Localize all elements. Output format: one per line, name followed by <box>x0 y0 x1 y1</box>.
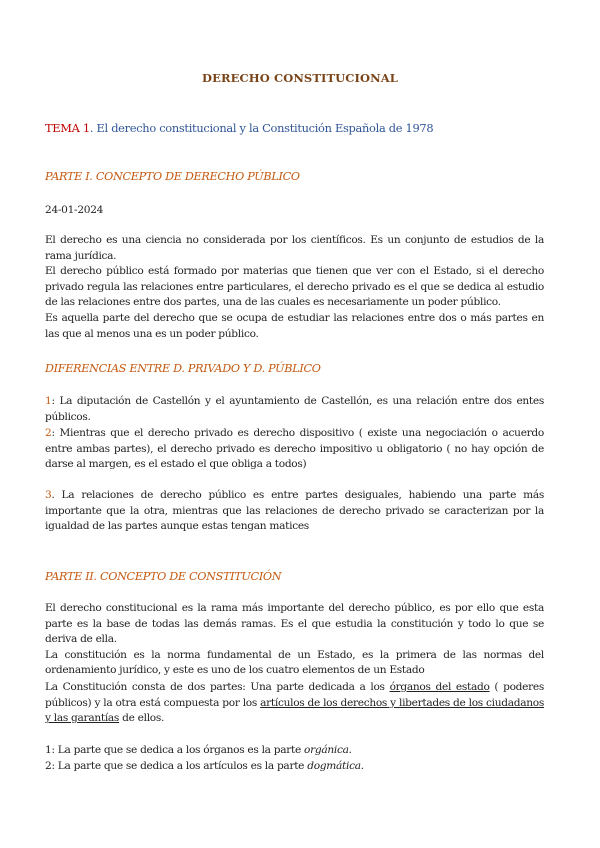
list-text: 1: La parte que se dedica a los órganos es la parte <box>45 744 305 756</box>
item-text: : La diputación de Castellón y el ayuntamiento de Castellón, es una relación entre dos entes públicos. <box>45 395 544 423</box>
list-emphasis: orgánica. <box>304 744 352 756</box>
list-text: 2: La parte que se dedica a los artículos es la parte <box>45 759 308 772</box>
paragraph-text: de ellos. <box>119 712 165 725</box>
parte2-block <box>45 601 544 679</box>
tema-label: TEMA 1 <box>45 121 90 135</box>
tema-text: . El derecho constitucional y la Constitución Española de 1978 <box>89 121 434 135</box>
parte2-paragraph-2: La constitución es la norma fundamental de un Estado, es la primera de las normas del ordenamiento jurídico, y este es uno de los cuatro elementos de un Estado <box>45 648 544 677</box>
intro-block <box>45 233 544 342</box>
list-emphasis: dogmática. <box>307 759 364 772</box>
section-heading-parte1: PARTE I. CONCEPTO DE DERECHO PÚBLICO <box>45 170 300 183</box>
intro-paragraph-1: El derecho es una ciencia no considerada por los científicos. Es un conjunto de estudios de la rama jurídica. <box>45 234 544 262</box>
parte2-paragraph-1: El derecho constitucional es la rama más importante del derecho público, es por ello que esta parte es la base de todas las demás ramas. Es el que estudia la constitución y todo lo que se deriva de ella. <box>45 602 544 646</box>
constitucion-partes-paragraph <box>45 680 544 727</box>
diferencia-item-1 <box>45 394 544 425</box>
paragraph-text: La Constitución consta de dos partes: Una parte dedicada a los <box>45 681 390 693</box>
list-item <box>45 759 544 775</box>
list-item <box>45 743 544 759</box>
item-number: 2 <box>45 427 52 439</box>
paragraph-text: ( poderes públicos) y la otra está compuesta por los <box>45 681 544 709</box>
underlined-articulos: artículos de los derechos y libertades de los ciudadanos y las garantías <box>45 696 545 725</box>
partes-list <box>45 743 544 774</box>
section-heading-diferencias: DIFERENCIAS ENTRE D. PRIVADO Y D. PÚBLICO <box>45 362 321 375</box>
underlined-organos: órganos del estado <box>389 681 490 693</box>
diferencia-item-3 <box>45 488 544 535</box>
intro-paragraph-2: El derecho público está formado por materias que tienen que ver con el Estado, si el derecho privado regula las relaciones entre particulares, el derecho privado es el que se dedica al estudio de las relaciones entre dos partes, una de las cuales es necesariamente un poder público. <box>45 265 544 309</box>
intro-paragraph-3: Es aquella parte del derecho que se ocupa de estudiar las relaciones entre dos o más partes en las que al menos una es un poder público. <box>45 311 544 340</box>
item-text: . La relaciones de derecho público es entre partes desiguales, habiendo una parte más importante que la otra, mientras que las relaciones de derecho privado se caracterizan por la igualdad de las partes aunque estas tengan matices <box>45 489 544 533</box>
item-number: 1 <box>45 395 52 407</box>
tema-line <box>45 121 544 137</box>
item-number: 3 <box>45 489 52 501</box>
section-heading-parte2: PARTE II. CONCEPTO DE CONSTITUCIÓN <box>45 570 282 583</box>
date-text: 24-01-2024 <box>45 204 104 216</box>
item-text: : Mientras que el derecho privado es derecho dispositivo ( existe una negociación o acuerdo entre ambas partes), el derecho privado es derecho impositivo u obligatorio ( no hay opción de darse al margen, es el estado el que obliga a todos) <box>45 427 544 471</box>
diferencia-item-2 <box>45 426 544 473</box>
document-title: DERECHO CONSTITUCIONAL <box>202 71 398 85</box>
